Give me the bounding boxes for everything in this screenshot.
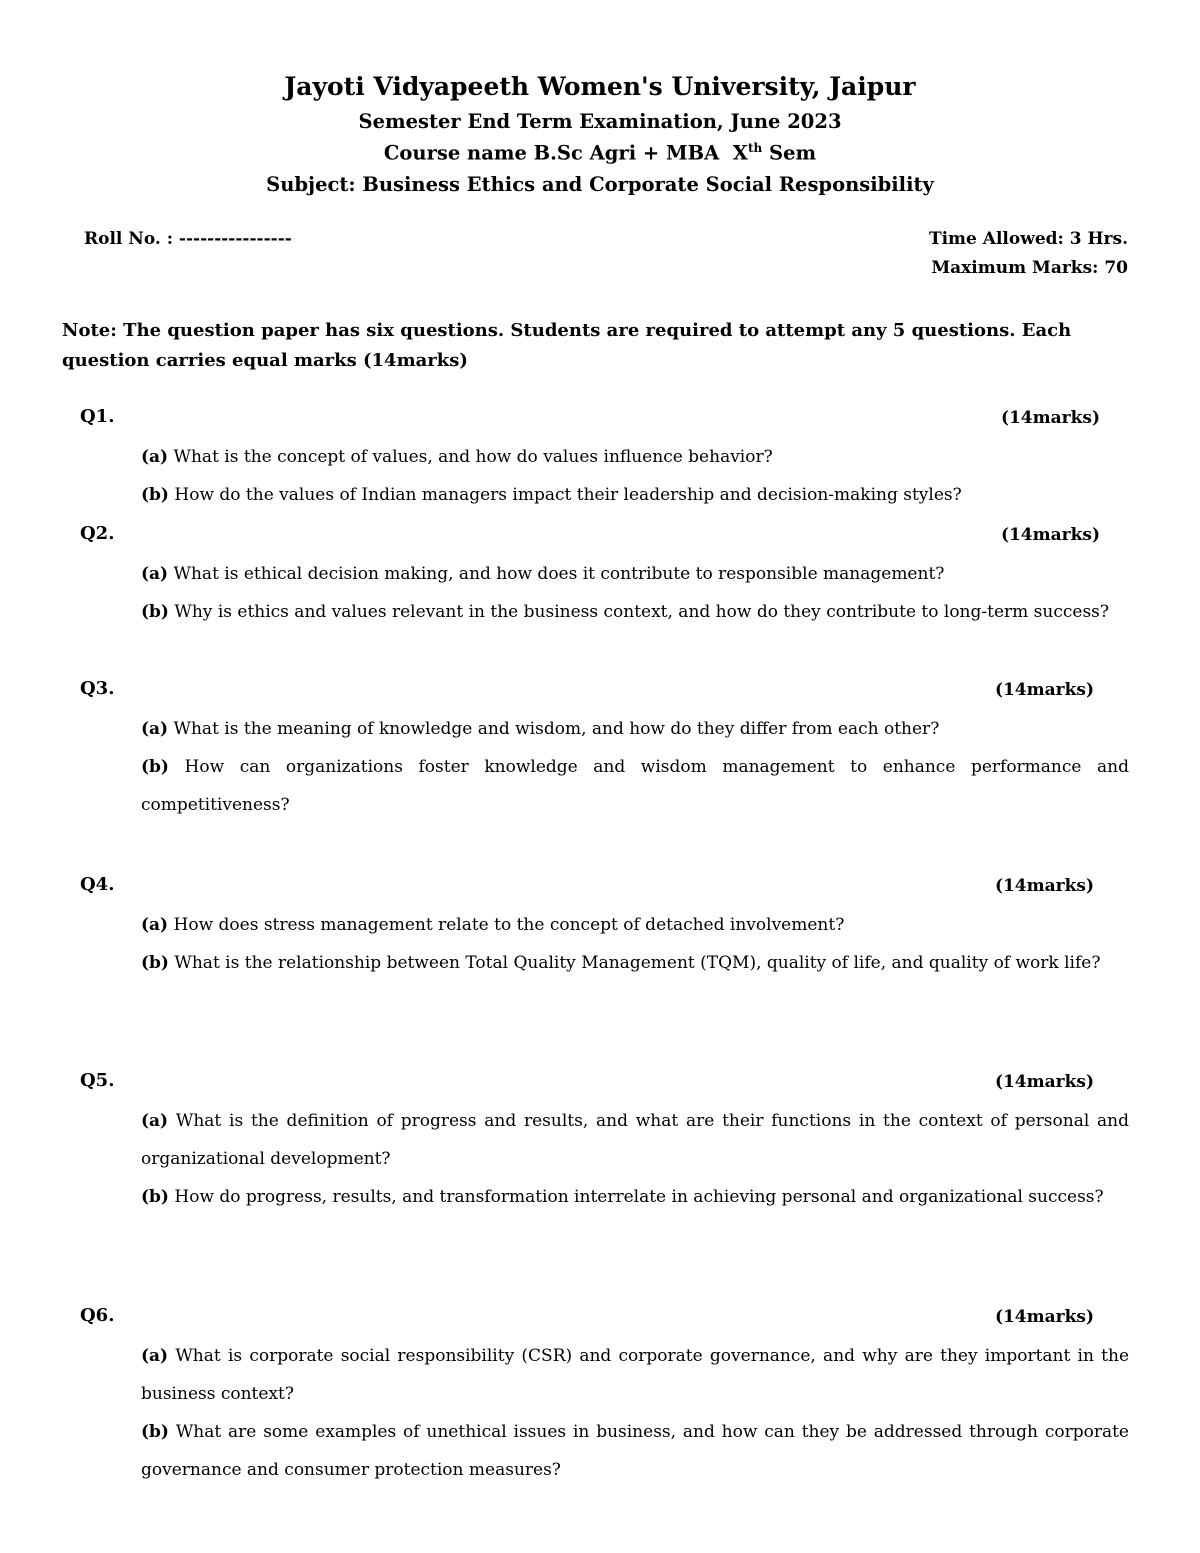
part-text: What is the concept of values, and how do values influence behavior? — [168, 447, 773, 467]
time-allowed: Time Allowed: 3 Hrs. — [928, 229, 1128, 249]
part-text: What is the relationship between Total Quality Management (TQM), quality of life, and quality of work life? — [168, 953, 1101, 973]
question-marks: (14marks) — [1000, 525, 1100, 545]
course-name-text: Course name B.Sc Agri + MBA X — [383, 141, 748, 165]
part-text: How do progress, results, and transformation interrelate in achieving personal and organizational success? — [168, 1187, 1104, 1207]
part-text: What is ethical decision making, and how does it contribute to responsible management? — [168, 564, 945, 584]
subject-title: Subject: Business Ethics and Corporate Social Responsibility — [266, 173, 934, 196]
question-marks: (14marks) — [994, 1072, 1094, 1092]
maximum-marks: Maximum Marks: 70 — [931, 258, 1128, 278]
part-label: (a) — [141, 447, 169, 467]
question-part — [141, 476, 1129, 514]
question-part — [141, 1337, 1129, 1413]
question-marks: (14marks) — [994, 876, 1094, 896]
question-part — [141, 555, 1129, 593]
question-part — [141, 748, 1129, 824]
part-text: What are some examples of unethical issues in business, and how can they be addressed through corporate governance and consumer protection measures? — [141, 1422, 1129, 1480]
question-part — [141, 944, 1129, 982]
part-label: (a) — [141, 719, 169, 739]
part-label: (a) — [141, 1111, 169, 1131]
question-marks: (14marks) — [994, 680, 1094, 700]
question-number: Q6. — [80, 1305, 115, 1326]
part-text: What is the definition of progress and results, and what are their functions in the context of personal and organizational development? — [141, 1111, 1129, 1169]
question-number: Q2. — [80, 523, 115, 544]
part-label: (b) — [141, 602, 169, 622]
question-marks: (14marks) — [1000, 408, 1100, 428]
course-name-suffix: Sem — [762, 141, 817, 165]
question-number: Q4. — [80, 874, 115, 895]
part-label: (a) — [141, 1346, 169, 1366]
part-text: What is the meaning of knowledge and wisdom, and how do they differ from each other? — [168, 719, 940, 739]
question-number: Q5. — [80, 1070, 115, 1091]
part-label: (b) — [141, 757, 169, 777]
part-label: (b) — [141, 1422, 169, 1442]
instructions-note: Note: The question paper has six questions. Students are required to attempt any 5 questions. Each question carries equal marks (14marks) — [62, 320, 1072, 371]
question-part — [141, 710, 1129, 748]
part-text: What is corporate social responsibility (CSR) and corporate governance, and why are they important in the business context? — [141, 1346, 1129, 1404]
part-label: (b) — [141, 1187, 169, 1207]
part-label: (a) — [141, 564, 169, 584]
question-marks: (14marks) — [994, 1307, 1094, 1327]
question-part — [141, 593, 1129, 631]
question-part — [141, 1102, 1129, 1178]
part-label: (a) — [141, 915, 169, 935]
university-title: Jayoti Vidyapeeth Women's University, Jaipur — [284, 72, 916, 101]
question-number: Q1. — [80, 406, 115, 427]
part-label: (b) — [141, 953, 169, 973]
part-text: How can organizations foster knowledge and wisdom management to enhance performance and competitiveness? — [141, 757, 1129, 815]
question-part — [141, 906, 1129, 944]
part-label: (b) — [141, 485, 169, 505]
roll-number: Roll No. : ---------------- — [84, 229, 292, 249]
part-text: Why is ethics and values relevant in the business context, and how do they contribute to long-term success? — [168, 602, 1110, 622]
part-text: How do the values of Indian managers impact their leadership and decision-making styles? — [168, 485, 962, 505]
course-name — [0, 141, 1200, 165]
question-part — [141, 438, 1129, 476]
part-text: How does stress management relate to the concept of detached involvement? — [168, 915, 845, 935]
question-number: Q3. — [80, 678, 115, 699]
question-part — [141, 1178, 1129, 1216]
course-name-superscript: th — [747, 141, 763, 155]
question-part — [141, 1413, 1129, 1489]
exam-title: Semester End Term Examination, June 2023 — [358, 110, 842, 133]
